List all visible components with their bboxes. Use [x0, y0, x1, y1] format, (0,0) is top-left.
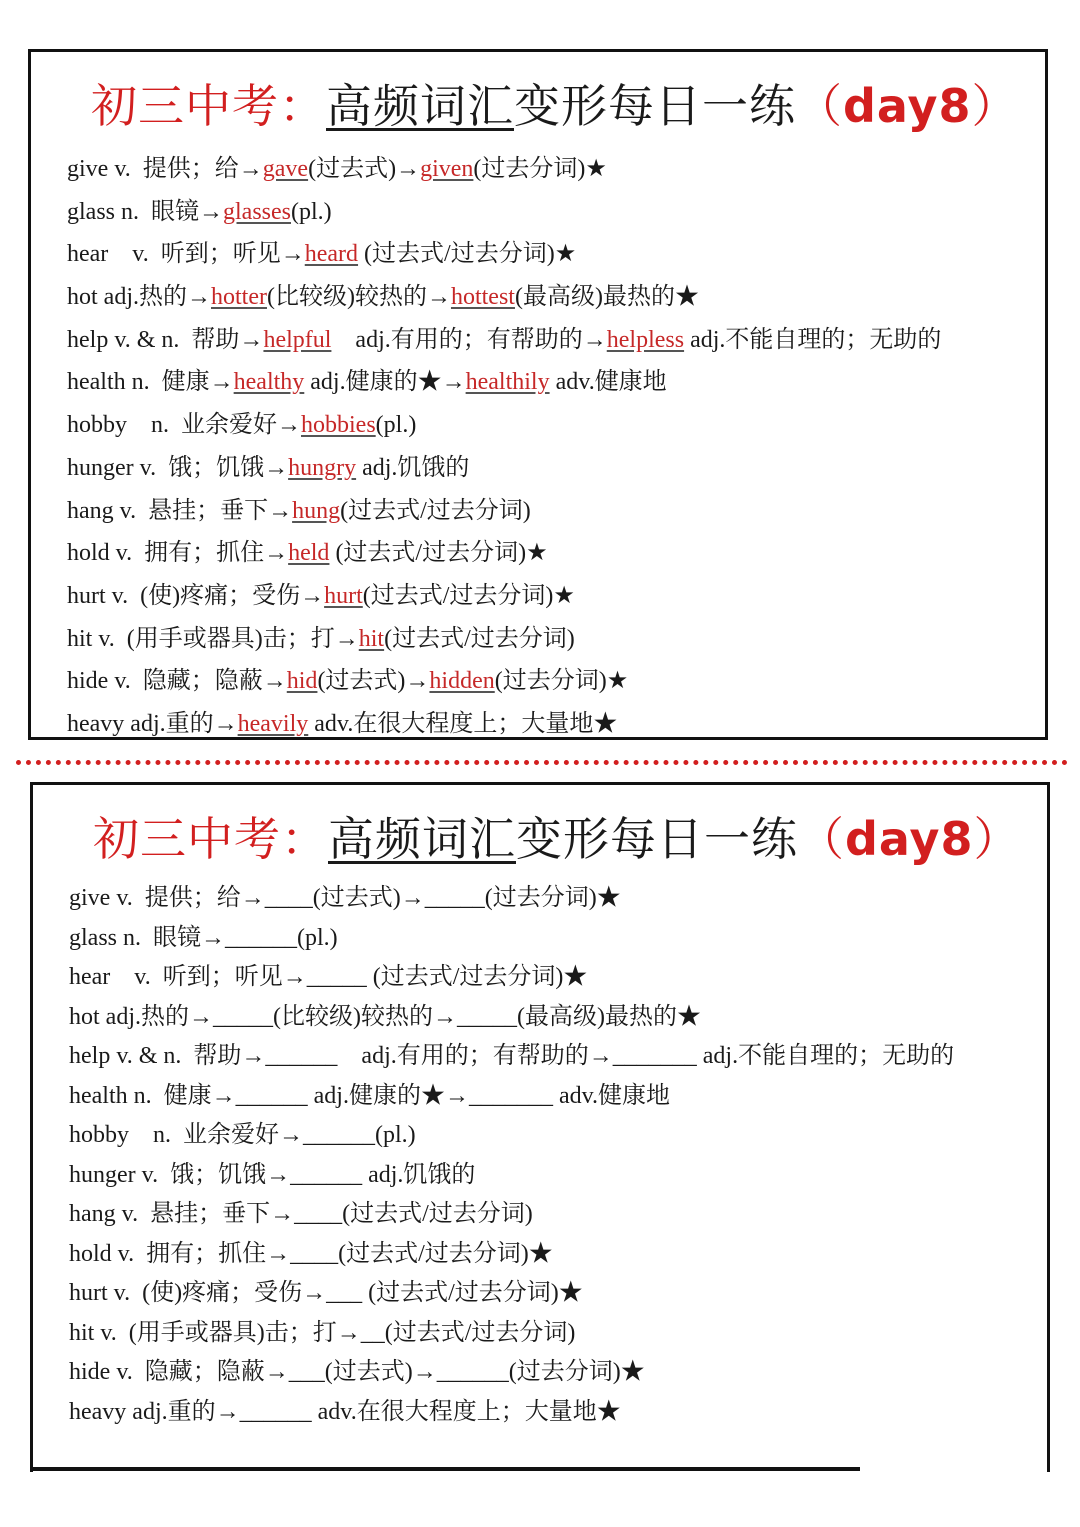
vocab-row — [69, 1314, 954, 1354]
row-text: give v. 提供；给→____(过去式)→_____(过去分词)★ — [69, 885, 621, 911]
vocab-row — [67, 148, 941, 191]
vocab-row — [69, 879, 954, 919]
title-prefix: 初三中考： — [91, 79, 326, 133]
answer-word: helpful — [263, 326, 332, 353]
answer-word: hurt — [324, 582, 363, 609]
row-text: help v. & n. 帮助→ — [67, 326, 264, 353]
title-paren-open: （ — [798, 812, 845, 866]
vocab-row — [67, 447, 941, 490]
title-prefix: 初三中考： — [93, 812, 328, 866]
answer-word: hotter — [211, 284, 267, 311]
answer-word: hottest — [450, 284, 515, 311]
dotted-divider — [16, 760, 1068, 765]
answer-word: glasses — [223, 198, 291, 225]
vocab-row — [67, 490, 941, 533]
row-text: glass n. 眼镜→ — [67, 198, 223, 225]
row-text: (最高级)最热的★ — [514, 284, 699, 311]
row-text: hobby n. 业余爱好→ — [67, 412, 301, 439]
row-text: (过去式/过去分词) — [340, 497, 531, 524]
answer-word: hidden — [429, 668, 495, 695]
row-text: hear v. 听到；听见→_____ (过去式/过去分词)★ — [69, 964, 588, 990]
row-text: hurt v. (使)疼痛；受伤→ — [67, 582, 325, 609]
vocab-row — [67, 703, 941, 746]
vocab-row — [69, 1393, 954, 1433]
row-text: help v. & n. 帮助→______ adj.有用的；有帮助的→_______ adj.不能自理的；无助的 — [69, 1043, 955, 1069]
vocab-row — [67, 191, 941, 234]
row-text: (pl.) — [291, 198, 332, 225]
vocab-row — [69, 1037, 954, 1077]
answer-word: hung — [292, 497, 341, 524]
row-text: (过去式/过去分词)★ — [362, 582, 575, 609]
vocab-row — [67, 618, 941, 661]
row-text: (pl.) — [375, 412, 417, 439]
vocab-row — [69, 1274, 954, 1314]
row-text: adv.在很大程度上；大量地★ — [308, 710, 618, 737]
row-text: hot adj.热的→_____(比较级)较热的→_____(最高级)最热的★ — [69, 1003, 701, 1030]
vocab-row — [69, 1353, 954, 1393]
box-bottom-border — [30, 1467, 860, 1471]
row-text: hurt v. (使)疼痛；受伤→___ (过去式/过去分词)★ — [69, 1280, 583, 1306]
answer-rows — [67, 148, 941, 746]
row-text: health n. 健康→ — [67, 369, 234, 396]
sheet-title — [91, 70, 1019, 136]
row-text: hide v. 隐藏；隐蔽→___(过去式)→______(过去分词)★ — [69, 1359, 645, 1385]
answer-word: hit — [358, 625, 385, 652]
vocab-row — [69, 1195, 954, 1235]
answer-word: given — [420, 156, 474, 182]
answer-word: gave — [262, 156, 309, 182]
vocab-row — [67, 361, 941, 404]
vocab-row — [69, 1077, 954, 1117]
vocab-row — [69, 1156, 954, 1196]
title-day: day8 — [843, 79, 972, 133]
vocab-row — [69, 919, 954, 959]
title-paren-close: ） — [971, 79, 1019, 133]
exercise-rows — [69, 879, 954, 1432]
exercise-sheet — [30, 782, 1050, 1472]
sheet-title — [93, 803, 1021, 869]
title-day: day8 — [845, 812, 974, 866]
title-underlined: 高频词汇 — [328, 812, 516, 866]
row-text: heavy adj.重的→______ adv.在很大程度上；大量地★ — [69, 1398, 621, 1425]
answer-word: helpless — [606, 326, 685, 353]
row-text: (过去分词)★ — [473, 156, 607, 182]
row-text: hide v. 隐藏；隐蔽→ — [67, 668, 287, 695]
row-text: (过去式/过去分词) — [384, 625, 575, 652]
answer-word: heard — [304, 241, 359, 268]
answer-word: healthy — [233, 369, 305, 396]
row-text: adj.健康的★→ — [304, 369, 466, 396]
answer-word: hid — [286, 668, 318, 695]
answer-word: healthily — [465, 369, 550, 396]
vocab-row — [67, 404, 941, 447]
vocab-row — [69, 1235, 954, 1275]
row-text: adj.有用的；有帮助的→ — [331, 326, 607, 353]
row-text: hot adj.热的→ — [67, 284, 211, 311]
vocab-row — [67, 532, 941, 575]
row-text: give v. 提供；给→ — [67, 156, 263, 182]
answer-word: heavily — [237, 710, 309, 737]
vocab-row — [69, 1116, 954, 1156]
row-text: hobby n. 业余爱好→______(pl.) — [69, 1122, 416, 1148]
title-underlined: 高频词汇 — [326, 79, 514, 133]
row-text: hold v. 拥有；抓住→____(过去式/过去分词)★ — [69, 1240, 553, 1267]
row-text: (过去式/过去分词)★ — [358, 241, 577, 268]
row-text: health n. 健康→______ adj.健康的★→_______ adv.健康地 — [69, 1082, 671, 1109]
row-text: glass n. 眼镜→______(pl.) — [69, 924, 338, 951]
vocab-row — [67, 233, 941, 276]
vocab-row — [67, 575, 941, 618]
row-text: (过去式)→ — [317, 668, 430, 695]
row-text: (过去分词)★ — [494, 668, 629, 695]
row-text: hang v. 悬挂；垂下→ — [67, 497, 293, 524]
row-text: adv.健康地 — [549, 369, 667, 396]
title-rest: 变形每日一练 — [514, 79, 796, 133]
vocab-row — [69, 958, 954, 998]
row-text: hunger v. 饿；饥饿→ — [67, 454, 289, 481]
row-text: hear v. 听到；听见→ — [67, 241, 305, 268]
vocab-row — [67, 660, 941, 703]
vocab-row — [67, 319, 941, 362]
row-text: hunger v. 饿；饥饿→______ adj.饥饿的 — [69, 1161, 476, 1188]
title-paren-close: ） — [973, 812, 1021, 866]
title-paren-open: （ — [796, 79, 843, 133]
row-text: hit v. (用手或器具)击；打→__(过去式/过去分词) — [69, 1319, 576, 1346]
answer-word: hobbies — [301, 412, 376, 439]
answer-word: held — [288, 540, 330, 567]
row-text: hit v. (用手或器具)击；打→ — [67, 625, 359, 652]
row-text: adj.不能自理的；无助的 — [684, 326, 942, 353]
row-text: (比较级)较热的→ — [266, 284, 451, 311]
answer-word: hungry — [288, 454, 357, 481]
row-text: hold v. 拥有；抓住→ — [67, 540, 289, 567]
answer-sheet — [28, 49, 1048, 740]
row-text: (过去式/过去分词)★ — [329, 540, 548, 567]
vocab-row — [69, 998, 954, 1038]
row-text: hang v. 悬挂；垂下→____(过去式/过去分词) — [69, 1201, 533, 1227]
vocab-row — [67, 276, 941, 319]
title-rest: 变形每日一练 — [516, 812, 798, 866]
row-text: adj.饥饿的 — [356, 454, 470, 481]
row-text: heavy adj.重的→ — [67, 710, 238, 737]
row-text: (过去式)→ — [308, 156, 421, 182]
